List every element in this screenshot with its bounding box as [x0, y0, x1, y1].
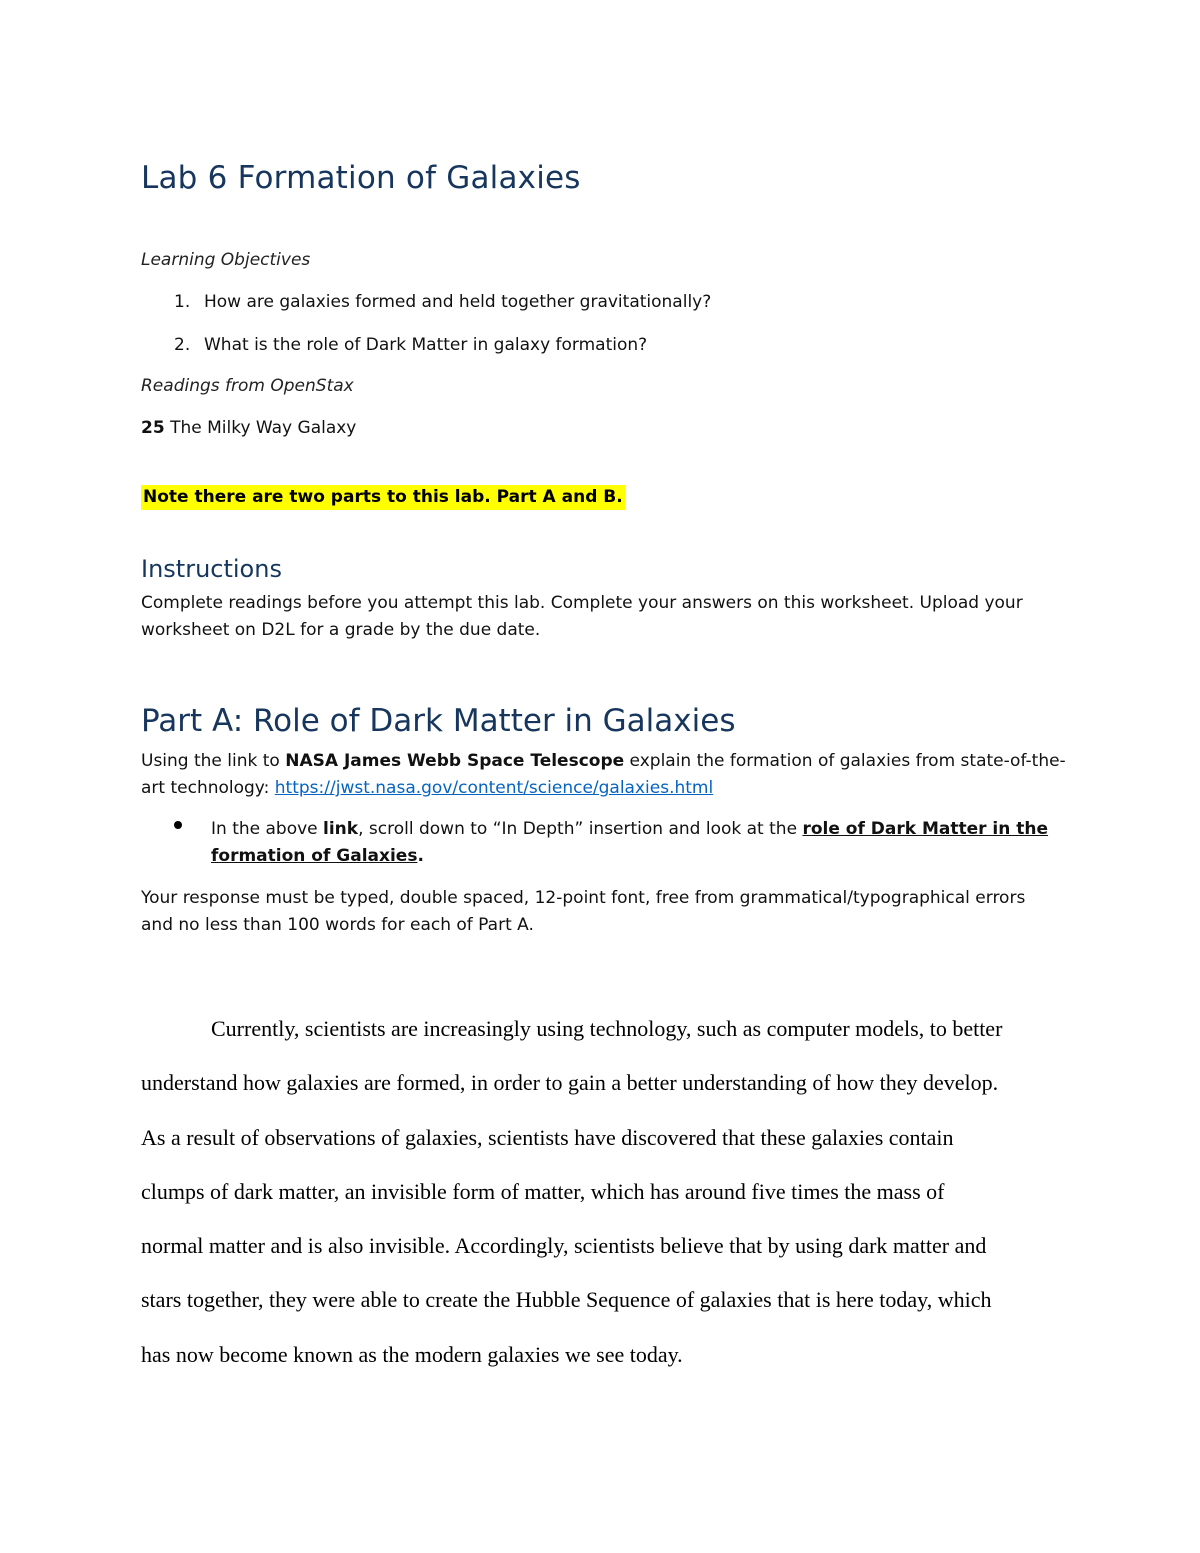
bullet-line-2 — [211, 843, 1048, 870]
reading-item — [141, 418, 356, 438]
intro-suffix: explain the formation of galaxies from state-of-the- — [624, 751, 1066, 771]
response-line: understand how galaxies are formed, in order to gain a better understanding of how they develop. — [141, 1070, 999, 1096]
part-a-bullet — [211, 816, 1048, 870]
response-line: Currently, scientists are increasingly using technology, such as computer models, to better — [211, 1016, 1003, 1041]
objective-number: 2. — [174, 335, 191, 355]
bullet-line-1 — [211, 816, 1048, 843]
instructions-heading: Instructions — [141, 555, 282, 583]
bullet-underlined-2: formation of Galaxies — [211, 846, 418, 866]
requirements-text — [141, 885, 1025, 939]
jwst-link[interactable]: https://jwst.nasa.gov/content/science/galaxies.html — [274, 778, 714, 798]
readings-label: Readings from OpenStax — [141, 376, 354, 396]
intro-prefix: Using the link to — [141, 751, 286, 771]
objective-item-1 — [174, 292, 711, 312]
response-line: clumps of dark matter, an invisible form of matter, which has around five times the mass of — [141, 1178, 945, 1204]
objective-item-2 — [174, 335, 647, 355]
bullet-icon — [174, 821, 182, 829]
highlighted-note: Note there are two parts to this lab. Part A and B. — [141, 485, 625, 510]
reading-number: 25 — [141, 418, 165, 438]
part-a-intro-line-1 — [141, 748, 1066, 775]
learning-objectives-label: Learning Objectives — [141, 250, 311, 270]
response-line: stars together, they were able to create the Hubble Sequence of galaxies that is here today, which — [141, 1287, 992, 1313]
objective-text: What is the role of Dark Matter in galaxy formation? — [204, 335, 648, 355]
bullet-mid: , scroll down to “In Depth” insertion and look at the — [358, 819, 803, 839]
bullet-end: . — [417, 846, 424, 866]
part-a-intro-line-2 — [141, 775, 1066, 802]
instructions-line: worksheet on D2L for a grade by the due date. — [141, 620, 541, 640]
objective-text: How are galaxies formed and held together gravitationally? — [204, 292, 712, 312]
part-a-intro — [141, 748, 1066, 802]
requirements-line: Your response must be typed, double spaced, 12-point font, free from grammatical/typographical errors — [141, 888, 1026, 908]
page-title: Lab 6 Formation of Galaxies — [141, 160, 581, 196]
reading-text: The Milky Way Galaxy — [164, 418, 357, 438]
bullet-prefix: In the above — [211, 819, 324, 839]
response-paragraph — [141, 1002, 1071, 1382]
bullet-bold: link — [323, 819, 359, 839]
bullet-underlined-1: role of Dark Matter in the — [802, 819, 1049, 839]
instructions-line: Complete readings before you attempt this lab. Complete your answers on this worksheet. Upload your — [141, 593, 1023, 613]
instructions-text — [141, 590, 1023, 644]
requirements-line: and no less than 100 words for each of Part A. — [141, 915, 534, 935]
intro-bold: NASA James Webb Space Telescope — [285, 751, 625, 771]
objective-number: 1. — [174, 292, 191, 312]
intro-line2-prefix: art technology: — [141, 778, 275, 798]
response-line: has now become known as the modern galaxies we see today. — [141, 1341, 683, 1367]
response-line: As a result of observations of galaxies, scientists have discovered that these galaxies contain — [141, 1124, 954, 1150]
response-line: normal matter and is also invisible. Accordingly, scientists believe that by using dark matter and — [141, 1233, 987, 1259]
part-a-heading: Part A: Role of Dark Matter in Galaxies — [141, 703, 736, 739]
